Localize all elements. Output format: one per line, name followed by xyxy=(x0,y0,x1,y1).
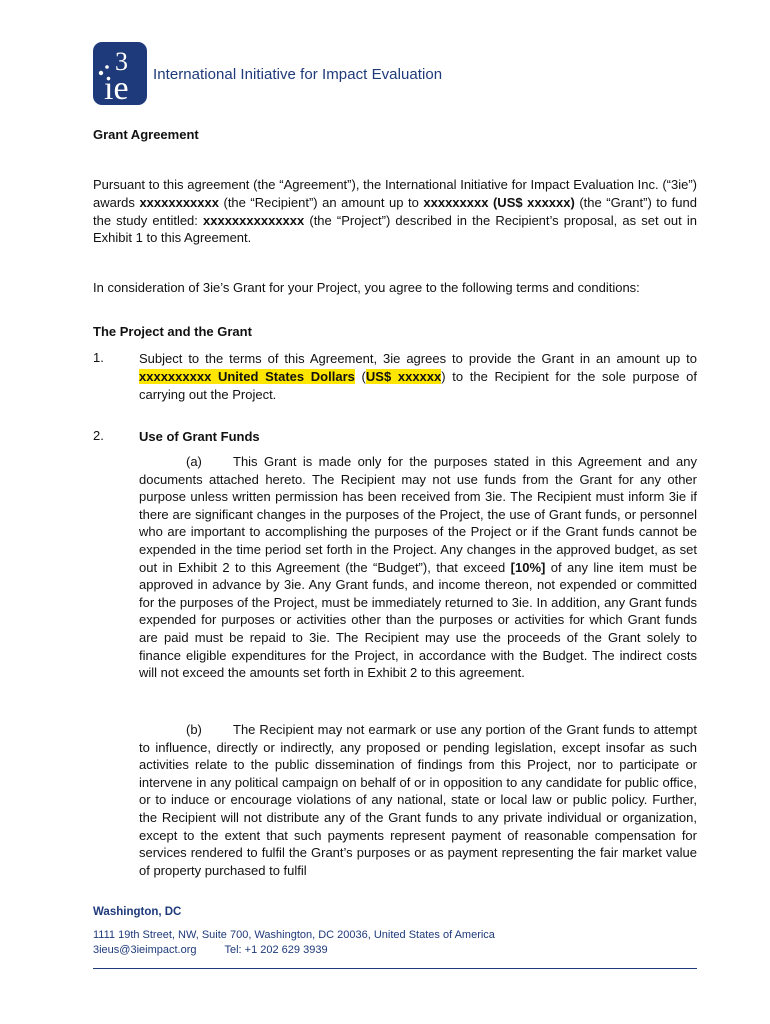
clause-b-text: The Recipient may not earmark or use any portion of the Grant funds to attempt to influence, directly or indirectly, any proposed or pending legislation, except insofar as such activities relate to the public dissemination of findings from this Project, nor to participate or intervene in any political campaign on behalf of or in opposition to any candidate for public office, or to induce or encourage violations of any national, state or local law or public policy. Further, the Recipient will not distribute any of the Grant funds to any private individual or organization, except to the extent that such payments represent payment of reasonable compensation for services rendered to fulfil the Grant’s purposes or as payment representing the fair market value of property purchased to fulfil xyxy=(139,722,697,878)
study-title-placeholder: xxxxxxxxxxxxxx xyxy=(203,212,305,228)
clause-b xyxy=(139,721,697,879)
document-title: Grant Agreement xyxy=(93,127,199,142)
footer-city: Washington, DC xyxy=(93,906,182,918)
clause-a-percent: [10%] xyxy=(510,559,546,575)
intro-paragraph xyxy=(93,176,697,247)
recipient-placeholder: xxxxxxxxxxx xyxy=(139,194,219,210)
item-2-number: 2. xyxy=(93,428,104,443)
footer-tel: Tel: +1 202 629 3939 xyxy=(224,944,328,956)
clause-a-text-2: of any line item must be approved in advance by 3ie. Any Grant funds, and income thereon, not expended or committed for the purposes of the Project, must be immediately returned to 3ie. In addition, any Grant funds expended for purposes or activities other than the purposes or activities for which Grant funds are paid must be repaid to 3ie. The Recipient may use the proceeds of the Grant solely to finance eligible expenditures for the Project, in accordance with the Budget. The indirect costs will not exceed the amounts set forth in Exhibit 2 to this agreement. xyxy=(139,559,698,681)
intro-text-3: (the “Grant”) to fund the study entitled: xyxy=(93,194,697,228)
logo-dot-1 xyxy=(99,71,103,75)
logo-dot-2 xyxy=(105,65,109,69)
section-heading: The Project and the Grant xyxy=(93,324,252,339)
footer-contact xyxy=(93,944,328,956)
item-1-text-1: Subject to the terms of this Agreement, 3ie agrees to provide the Grant in an amount up to xyxy=(139,351,697,366)
org-name: International Initiative for Impact Evaluation xyxy=(153,66,443,83)
clause-b-label: (b) xyxy=(186,722,202,737)
intro-text-2: (the “Recipient”) an amount up to xyxy=(218,194,424,210)
intro-text-1: Pursuant to this agreement (the “Agreement”), the International Initiative for Impact Evaluation Inc. (“3ie”) awards xyxy=(93,177,697,210)
item-1-text-3: ) to the Recipient for the sole purpose of carrying out the Project. xyxy=(139,368,698,402)
footer-email[interactable]: 3ieus@3ieimpact.org xyxy=(93,944,197,956)
grant-amount-placeholder: xxxxxxxxx (US$ xxxxxx) xyxy=(423,194,575,210)
footer-address: 1111 19th Street, NW, Suite 700, Washington, DC 20036, United States of America xyxy=(93,929,495,941)
clause-a xyxy=(139,453,697,682)
logo-text-top: 3 xyxy=(115,47,128,76)
highlighted-usd: US$ xxxxxx xyxy=(365,368,442,384)
item-2-heading: Use of Grant Funds xyxy=(139,429,260,444)
footer-divider xyxy=(93,968,697,969)
highlighted-amount: xxxxxxxxxx United States Dollars xyxy=(139,368,355,384)
clause-a-text-1: This Grant is made only for the purposes stated in this Agreement and any documents attached hereto. The Recipient may not use funds from the Grant for any other purpose unless written permission has been received from 3ie. The Recipient must inform 3ie if there are significant changes in the purposes of the Project, the use of Grant funds, or personnel who are important to accomplishing the purposes of the Project or if the Grant funds cannot be expended in the time period set forth in the Project. Any changes in the approved budget, as set out in Exhibit 2 to this Agreement (the “Budget”), that exceed xyxy=(139,454,697,575)
logo-text-bottom: ie xyxy=(104,70,129,105)
intro-text-4: (the “Project”) described in the Recipient’s proposal, as set out in Exhibit 1 to this Agreement. xyxy=(93,212,697,246)
3ie-logo xyxy=(93,42,147,105)
item-1-number: 1. xyxy=(93,350,104,365)
item-1-text-2: ( xyxy=(354,368,366,384)
consideration-paragraph: In consideration of 3ie’s Grant for your Project, you agree to the following terms and conditions: xyxy=(93,280,640,295)
item-1-text xyxy=(139,350,697,403)
clause-a-label: (a) xyxy=(186,454,202,469)
